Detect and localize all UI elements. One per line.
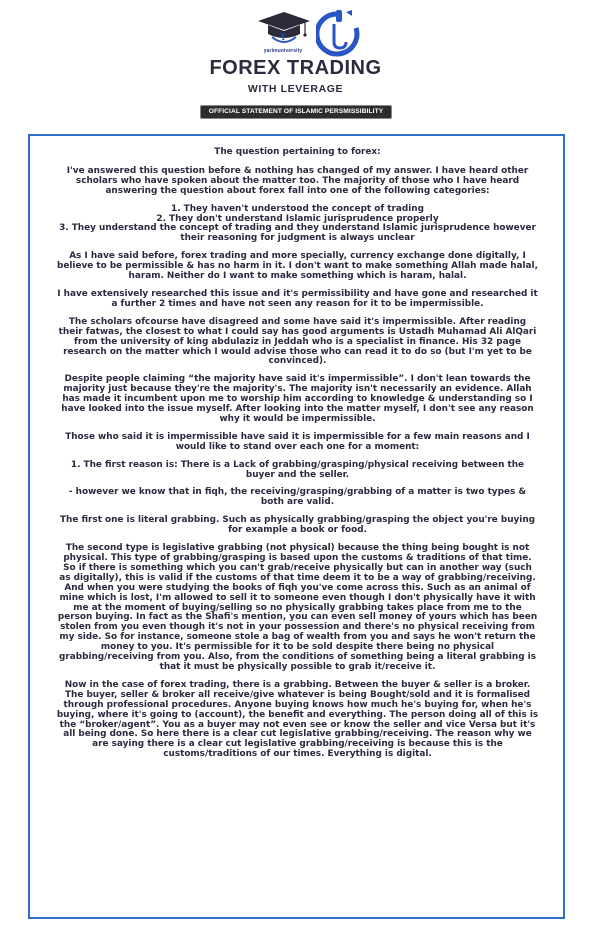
paragraph: - however we know that in fiqh, the receiving/grasping/grabbing of a matter is two types & both are valid. (68, 487, 527, 508)
graduation-cap-icon (254, 10, 314, 58)
paragraph: 1. The first reason is: There is a Lack of grabbing/grasping/physical receiving between the buyer and the seller. (70, 459, 525, 480)
badge-label: OFFICIAL STATEMENT OF ISLAMIC PERSMISSIBILITY (208, 108, 384, 115)
paragraph: The second type is legislative grabbing (not physical) because the thing being bought is not physical. This type of grabbing/grasping is based upon the customs & traditions of that time. So if there is something which you can't grab/receive physically but can in another way (such as digitally), this is valid if the customs of that time deem it to be a way of grabbing/receiving. And when you were studying the books of fiqh you've come across this. Such as an animal of mine which is lost, I'm allowed to sell it to someone even though I don't physically have it with me at the moment of buying/selling so no physically grabbing takes place from me to the person buying. In fact as the Shafi's mention, you can even sell money of yours which has been stolen from you even though it's not in your possession and there's no physical receiving from my side. So for instance, someone stole a bag of wealth from you and says he won't return the money to you. It's permissible for it to be sold despite there being no physical grabbing/receiving from you. Also, from the conditions of something being a literal grabbing is that it must be physically possible to grab it/receive it. (57, 543, 538, 672)
paragraph: Despite people claiming “the majority have said it's impermissible”. I don't lean towards the majority just because they're the majority's. The majority isn't necessarily an evidence. Allah has made it incumbent upon me to worship him according to knowledge & understanding so I have looked into the issue myself. After looking into the matter myself, I don't see any reason why it would be impermissible. (61, 374, 534, 424)
paragraph: As I have said before, forex trading and more specially, currency exchange done digitally, I believe to be permissible & has no harm in it. I don't want to make something Allah made halal, haram. Neither do I want to make something which is haram, halal. (57, 251, 538, 282)
paragraph: Now in the case of forex trading, there is a grabbing. Between the buyer & seller is a broker. The buyer, seller & broker all receive/give whatever is being Bought/sold and it is formalised through professional procedures. Anyone buying knows how much he's buying for, when he's buying, where it's going to (account), the benefit and everything. The person doing all of this is the “broker/agent”. You as a buyer may not even see or know the seller and vice Versa but it's all being done. So here there is a clear cut legislative grabbing/receiving. The reason why we are saying there is a clear cut legislative grabbing/receiving is because this is the customs/traditions of our times. Everything is digital. (56, 679, 539, 760)
list-item: 2. They don't understand Islamic jurisprudence properly (156, 213, 439, 224)
list-item: 1. They haven't understood the concept of trading (171, 203, 424, 214)
paragraph: I have extensively researched this issue and it's permissibility and have gone and researched it a further 2 times and have not seen any reason for it to be impermissible. (57, 288, 538, 309)
paragraph: The first one is literal grabbing. Such as physically grabbing/grasping the object you're buying for example a book or food. (59, 515, 536, 536)
paragraph-intro: I've answered this question before & nothing has changed of my answer. I have heard other scholars who have spoken about the matter too. The majority of those who I have heard answering the question about forex fall into one of the following categories: (66, 165, 529, 196)
logo-header (0, 8, 591, 60)
paragraph: The scholars ofcourse have disagreed and some have said it's impermissible. After reading their fatwas, the closest to what I could say has good arguments is Ustadh Muhamad Ali AlQari from the university of king abdulaziz in Jeddah who is a specialist in finance. His 32 page research on the matter which I would advise those who can read it to do so (but I'm yet to be convinced). (58, 316, 537, 367)
crescent-ring-icon (316, 8, 360, 63)
svg-text:Y: Y (280, 32, 287, 42)
statement-body (56, 148, 539, 768)
statement-panel (28, 134, 565, 919)
page-title: FOREX TRADING (209, 57, 382, 79)
category-list (56, 205, 539, 245)
brand-name: yarimuniversity (263, 48, 303, 54)
question-heading: The question pertaining to forex: (214, 147, 381, 157)
statement-badge (200, 105, 392, 119)
list-item: 3. They understand the concept of trading and they understand Islamic jurisprudence however their reasoning for judgment is always unclear (59, 223, 536, 244)
page-subtitle: WITH LEVERAGE (247, 83, 344, 95)
paragraph: Those who said it is impermissible have said it is impermissible for a few main reasons and I would like to stand over each one for a moment: (65, 431, 530, 452)
